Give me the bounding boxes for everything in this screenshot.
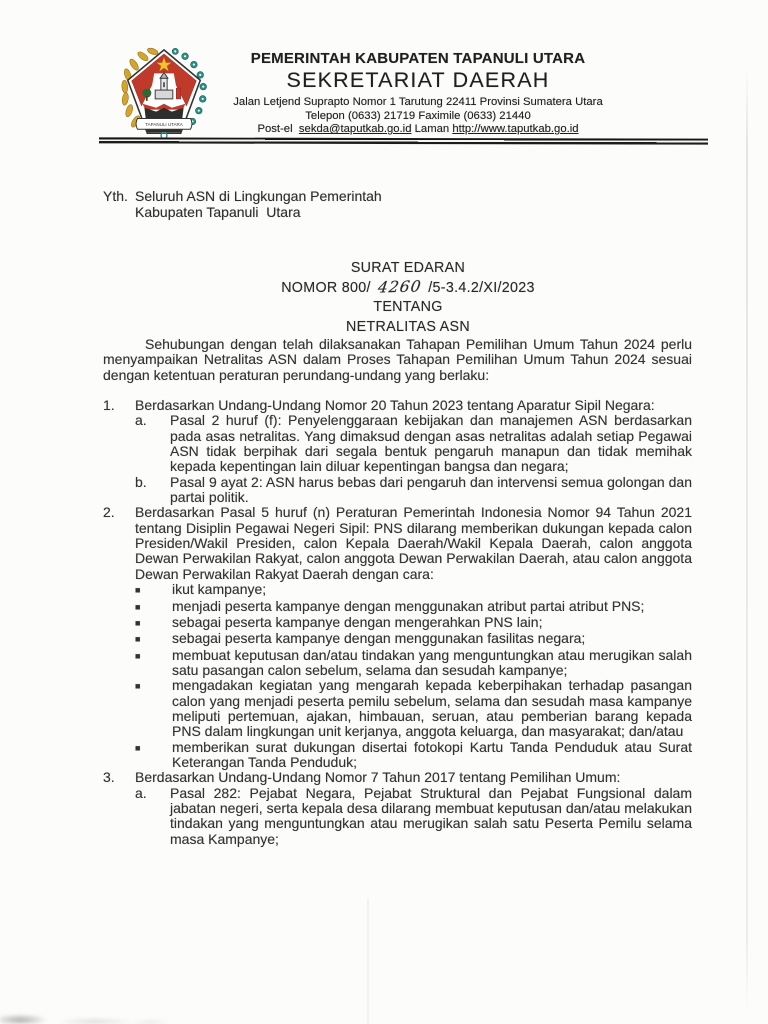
bullet-item <box>135 648 692 679</box>
item-content <box>135 770 692 847</box>
secretariat-name: SEKRETARIAT DAERAH <box>286 68 550 92</box>
handwritten-number: 4260 <box>376 277 423 297</box>
bullet-text: membuat keputusan dan/atau tindakan yang menguntungkan atau merugikan salah satu pasangan calon sebelum, selama dan sesudah kampanye; <box>172 646 692 678</box>
bullet-text: ikut kampanye; <box>172 581 267 598</box>
sub-item-text: Pasal 282: Pejabat Negara, Pejabat Struktural dan Pejabat Fungsional dalam jabatan negeri, serta kepala desa dilarang membuat keputusan dan/atau melakukan tindakan yang menguntungkan atau merugikan salah satu Peserta Pemilu selama masa Kampanye; <box>170 784 692 847</box>
bullet-text: sebagai peserta kampanye dengan menggunakan fasilitas negara; <box>172 630 586 647</box>
letter-title-block <box>118 259 698 337</box>
letter-number-suffix: /5-3.4.2/XI/2023 <box>428 280 535 297</box>
sub-item-1b <box>135 475 692 506</box>
list-item-3 <box>103 770 692 847</box>
list-item-1 <box>103 398 692 505</box>
list-item-2 <box>103 505 692 770</box>
item-content <box>135 505 692 770</box>
contact-line <box>224 123 612 137</box>
recipient-block <box>103 189 382 220</box>
government-name: PEMERINTAH KABUPATEN TAPANULI UTARA <box>250 50 586 67</box>
recipient-line: Kabupaten Tapanuli Utara <box>135 203 301 220</box>
bullet-square-icon: ■ <box>135 650 141 661</box>
bullet-square-icon: ■ <box>135 634 141 645</box>
bullet-item <box>135 582 692 598</box>
recipient-line: Seluruh ASN di Lingkungan Pemerintah <box>135 188 382 204</box>
item-text: Berdasarkan Undang-Undang Nomor 7 Tahun 2017 tentang Pemilihan Umum: <box>135 769 621 786</box>
bullet-item <box>135 740 692 771</box>
sub-item-text: Pasal 2 huruf (f): Penyelenggaraan kebijakan dan manajemen ASN berdasarkan pada asas netralitas. Yang dimaksud dengan asas netralitas adalah setiap Pegawai ASN tidak berpihak dari segala bentuk pengaruh manapun dan tidak memihak kepada kepentingan lain diluar kepentingan bangsa dan negara; <box>170 412 692 475</box>
bullet-square-icon: ■ <box>135 585 141 596</box>
regency-logo <box>112 45 216 143</box>
bullet-square-icon: ■ <box>135 601 141 612</box>
address-line: Jalan Letjend Suprapto Nomor 1 Tarutung 22411 Provinsi Sumatera Utara <box>233 96 603 108</box>
bullet-item <box>135 599 692 615</box>
letterhead-divider <box>99 137 708 144</box>
logo-banner-text: TAPANULI UTARA <box>145 121 183 127</box>
bullet-text: sebagai peserta kampanye dengan mengerahkan PNS lain; <box>172 613 543 630</box>
postel-label: Post-el <box>257 123 293 136</box>
bullet-item <box>135 631 692 647</box>
scan-crease-right <box>746 68 748 1012</box>
letter-number-prefix: NOMOR 800/ <box>281 280 371 297</box>
email-text: sekda@taputkab.go.id <box>298 123 412 136</box>
phone-line: Telepon (0633) 21719 Faximile (0633) 21440 <box>305 109 531 122</box>
scan-smudge-bottom-left <box>0 998 170 1024</box>
sub-item-3a <box>135 786 692 847</box>
laman-label: Laman <box>414 123 450 136</box>
opening-paragraph: Sehubungan dengan telah dilaksanakan Tahapan Pemilihan Umum Tahun 2024 perlu menyampaikan Netralitas ASN dalam Proses Tahapan Pemilihan Umum Tahun 2024 sesuai dengan ketentuan peraturan perundang-undang yang berlaku: <box>103 336 692 383</box>
item-text: Berdasarkan Pasal 5 huruf (n) Peraturan Pemerintah Indonesia Nomor 94 Tahun 2021 tentang Disiplin Pegawai Negeri Sipil: PNS dilarang memberikan dukungan kepada calon Presiden/Wakil Presiden, calon Kepala Daerah/Wakil Kepala Daerah, calon anggota Dewan Perwakilan Rakyat, calon anggota Dewan Perwakilan Daerah, atau calon anggota Dewan Perwakilan Rakyat Daerah dengan cara: <box>135 504 692 582</box>
letter-number-line <box>118 278 698 298</box>
bullet-square-icon: ■ <box>135 617 141 628</box>
website-text: http://www.taputkab.go.id <box>452 123 579 136</box>
bullet-text: mengadakan kegiatan yang mengarah kepada keberpihakan terhadap pasangan calon yang menjadi peserta pemilu sebelum, selama dan sesudah masa kampanye meliputi pertemuan, ajakan, himbauan, seruan, atau pemberian barang kepada PNS dalam lingkungan unit kerjanya, anggota keluarga, dan masyarakat; dan/atau <box>172 677 692 740</box>
bullet-text: memberikan surat dukungan disertai fotokopi Kartu Tanda Penduduk atau Surat Keterangan Tanda Penduduk; <box>172 738 692 770</box>
item-number: 1. <box>103 397 115 414</box>
sub-item-label: b. <box>135 473 147 490</box>
scan-crease-bottom <box>367 898 369 1024</box>
sub-item-label: a. <box>135 784 147 801</box>
letter-title: SURAT EDARAN <box>350 260 466 276</box>
recipient-salutation: Yth. <box>103 188 128 204</box>
letter-tentang: TENTANG <box>373 299 443 316</box>
regency-crest-icon <box>112 45 216 143</box>
sub-item-label: a. <box>135 412 147 429</box>
item-number: 2. <box>103 504 115 521</box>
bullet-square-icon: ■ <box>135 681 141 692</box>
letterhead-text <box>224 50 612 137</box>
bullet-item <box>135 615 692 631</box>
letter-body <box>103 337 692 847</box>
bullet-item <box>135 678 692 739</box>
item-text: Berdasarkan Undang-Undang Nomor 20 Tahun 2023 tentang Aparatur Sipil Negara: <box>135 397 655 414</box>
recipient-lines <box>135 189 382 220</box>
item-content <box>135 398 692 505</box>
bullet-square-icon: ■ <box>135 742 141 753</box>
letter-subject: NETRALITAS ASN <box>346 318 470 335</box>
bullet-text: menjadi peserta kampanye dengan menggunakan atribut partai atribut PNS; <box>172 597 645 614</box>
sub-item-1a <box>135 413 692 474</box>
item-number: 3. <box>103 769 115 786</box>
sub-item-text: Pasal 9 ayat 2: ASN harus bebas dari pengaruh dan intervensi semua golongan dan partai politik. <box>170 473 692 506</box>
